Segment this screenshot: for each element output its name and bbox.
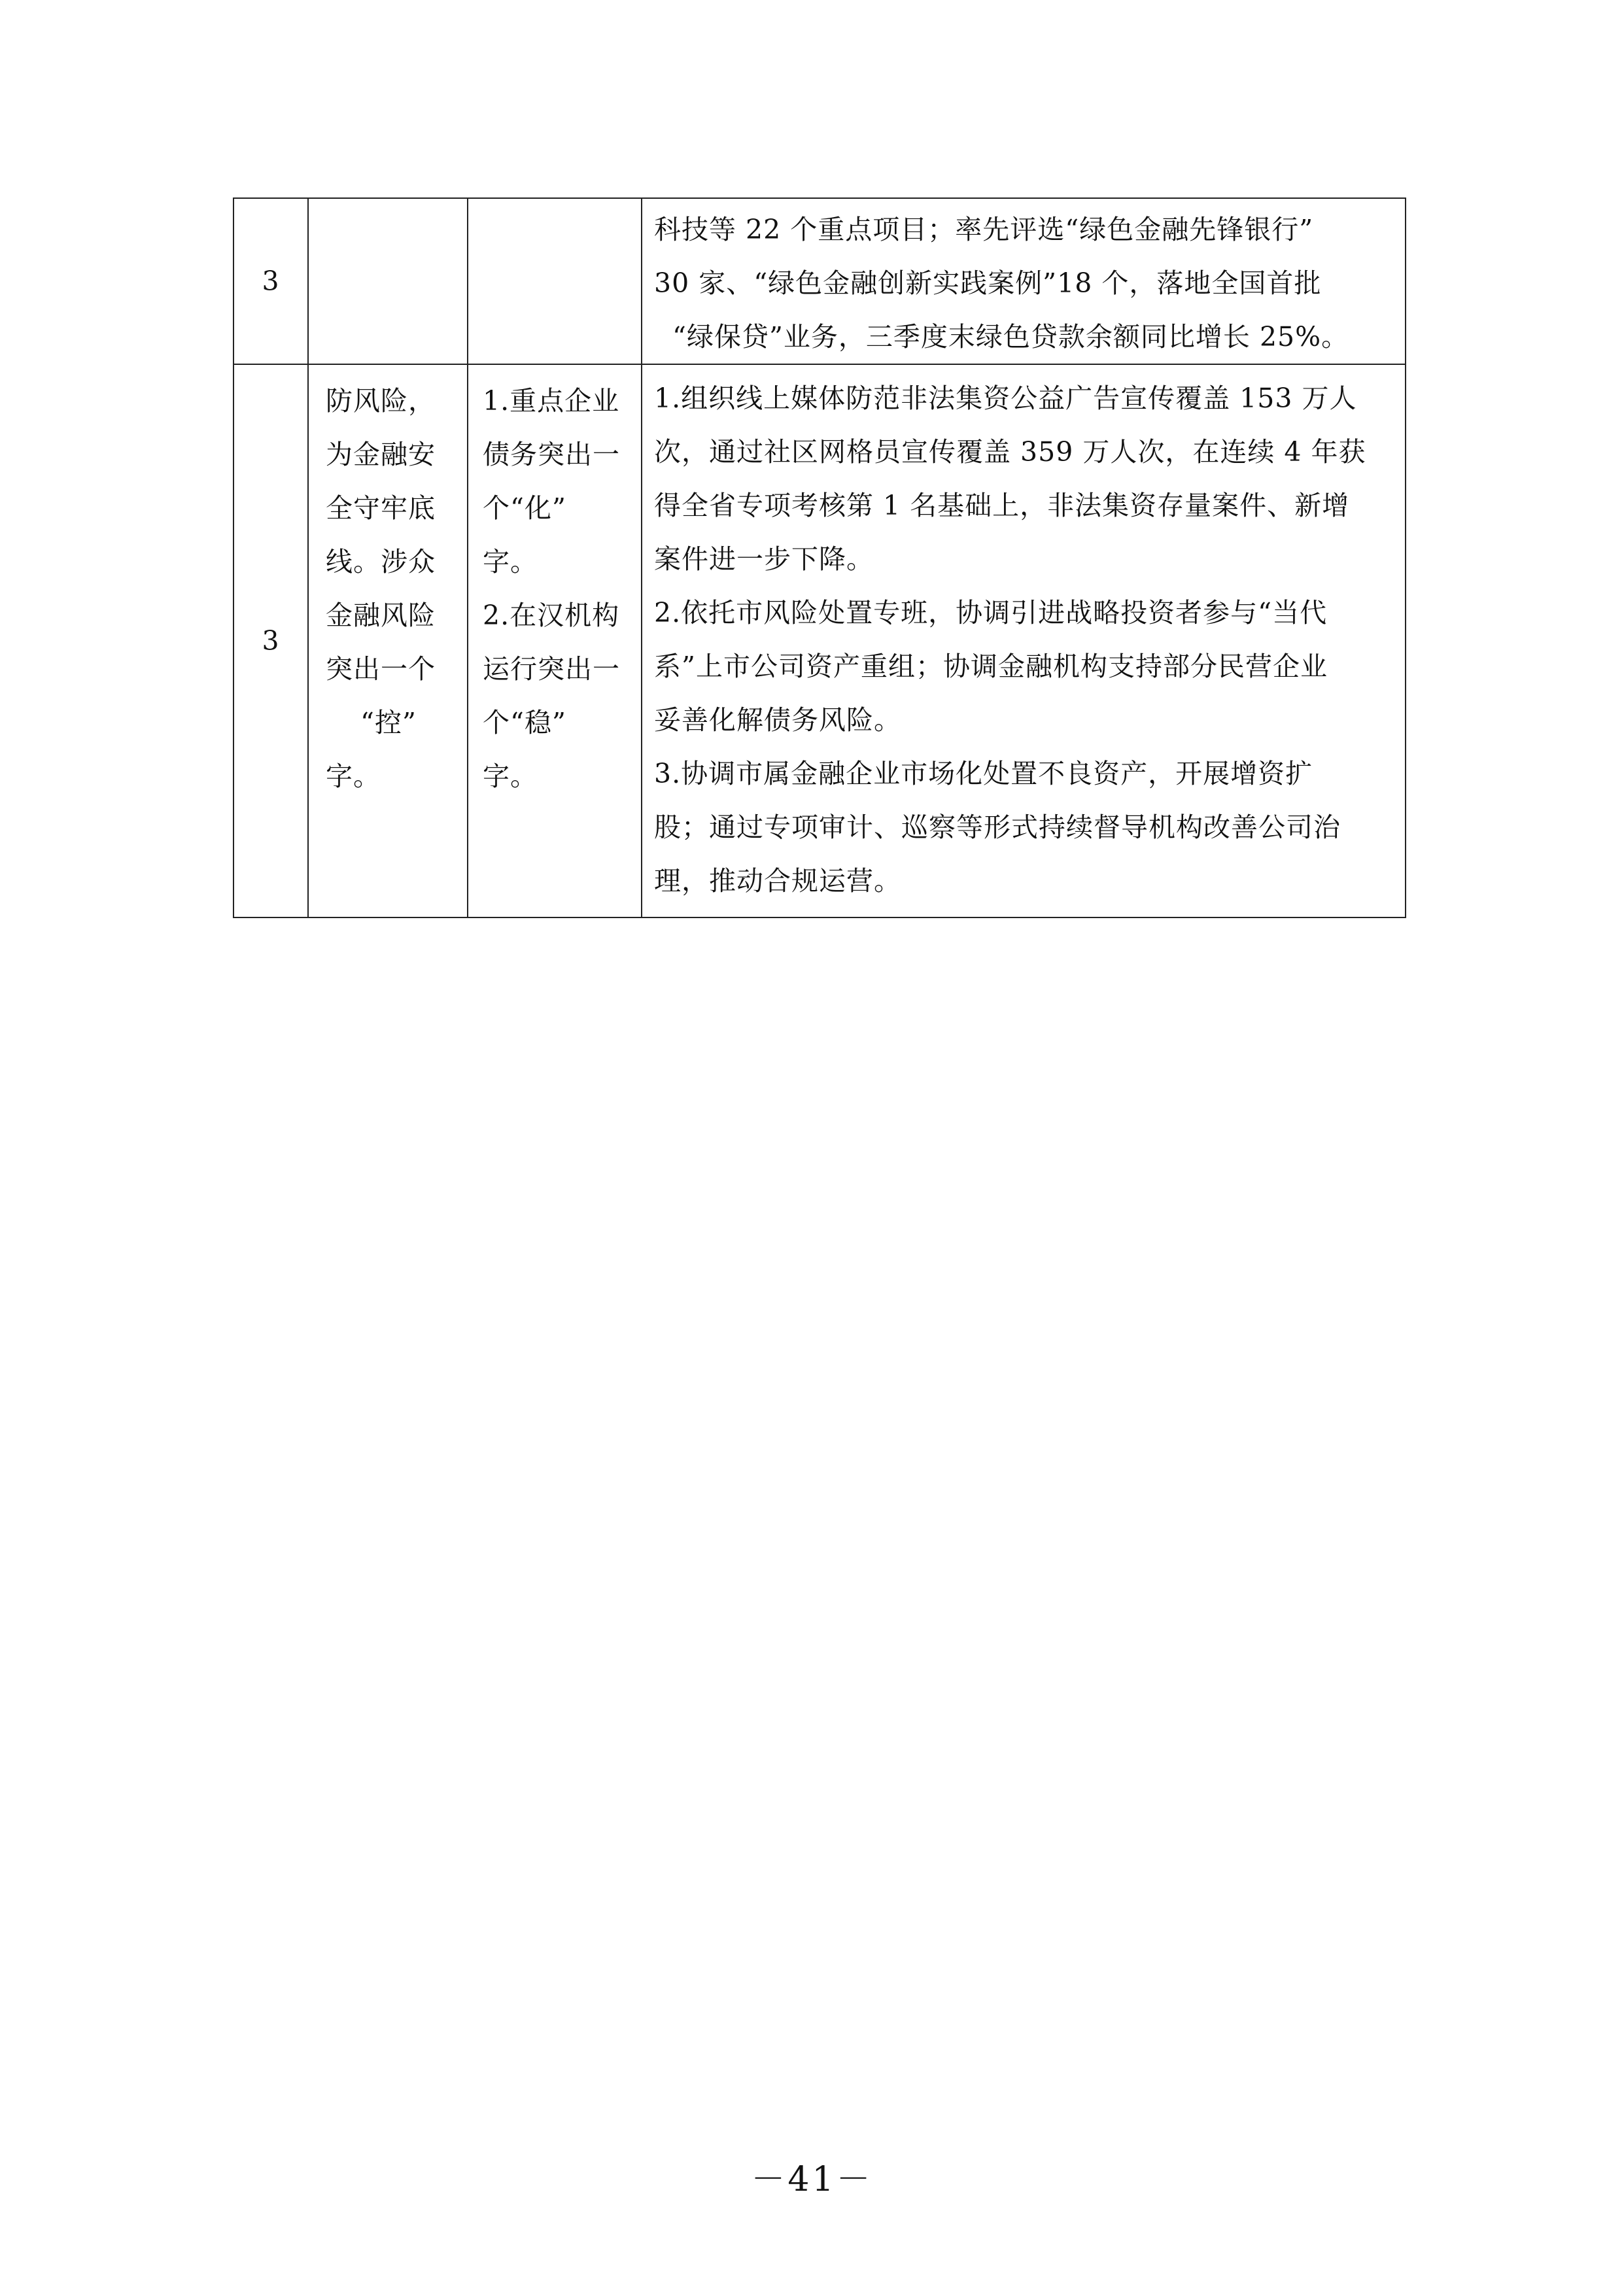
table-row-main xyxy=(233,364,1406,917)
row-number-cell xyxy=(233,364,308,917)
focus-line: 债务突出一 xyxy=(483,439,620,470)
task-line: 金融风险 xyxy=(326,600,436,631)
focus-line: 2.在汉机构 xyxy=(483,600,620,631)
result-line: 得全省专项考核第 1 名基础上，非法集资存量案件、新增 xyxy=(654,490,1350,521)
result-line: “绿保贷”业务，三季度末绿色贷款余额同比增长 25%。 xyxy=(672,321,1349,352)
result-line: 股；通过专项审计、巡察等形式持续督导机构改善公司治 xyxy=(654,812,1341,843)
task-line: 字。 xyxy=(326,761,381,792)
task-line: 防风险， xyxy=(326,385,436,417)
result-line: 30 家、“绿色金融创新实践案例”18 个，落地全国首批 xyxy=(654,267,1322,299)
task-line: 突出一个 xyxy=(326,653,436,685)
focus-line: 个“稳” xyxy=(483,707,566,738)
focus-line: 1.重点企业 xyxy=(483,385,620,417)
task-cell xyxy=(308,198,468,364)
result-cell xyxy=(642,198,1406,364)
result-line: 次，通过社区网格员宣传覆盖 359 万人次，在连续 4 年获 xyxy=(654,436,1366,468)
task-text xyxy=(309,365,467,803)
focus-line: 个“化” xyxy=(483,492,566,524)
result-line: 案件进一步下降。 xyxy=(654,543,874,575)
result-line: 2.依托市风险处置专班，协调引进战略投资者参与“当代 xyxy=(654,597,1328,628)
row-number: 3 xyxy=(262,266,280,297)
focus-line: 字。 xyxy=(483,761,538,792)
page-number: －41－ xyxy=(751,2160,873,2199)
focus-cell xyxy=(468,364,642,917)
task-cell xyxy=(308,364,468,917)
focus-line: 运行突出一 xyxy=(483,653,620,685)
row-number: 3 xyxy=(262,625,280,657)
result-line: 3.协调市属金融企业市场化处置不良资产，开展增资扩 xyxy=(654,758,1313,789)
result-text xyxy=(642,199,1405,364)
task-line: 线。涉众 xyxy=(326,546,436,577)
focus-cell xyxy=(468,198,642,364)
result-line: 理，推动合规运营。 xyxy=(654,865,901,897)
result-line: 科技等 22 个重点项目；率先评选“绿色金融先锋银行” xyxy=(654,214,1314,245)
task-line: “控” xyxy=(360,707,417,738)
result-text xyxy=(642,365,1405,908)
result-line: 1.组织线上媒体防范非法集资公益广告宣传覆盖 153 万人 xyxy=(654,383,1357,414)
result-cell xyxy=(642,364,1406,917)
result-line: 妥善化解债务风险。 xyxy=(654,704,901,736)
table-row-continued xyxy=(233,198,1406,364)
result-line: 系”上市公司资产重组；协调金融机构支持部分民营企业 xyxy=(654,651,1328,682)
work-summary-table xyxy=(233,197,1406,918)
focus-line: 字。 xyxy=(483,546,538,577)
task-line: 全守牢底 xyxy=(326,492,436,524)
row-number-cell xyxy=(233,198,308,364)
focus-text xyxy=(468,365,641,803)
task-line: 为金融安 xyxy=(326,439,436,470)
